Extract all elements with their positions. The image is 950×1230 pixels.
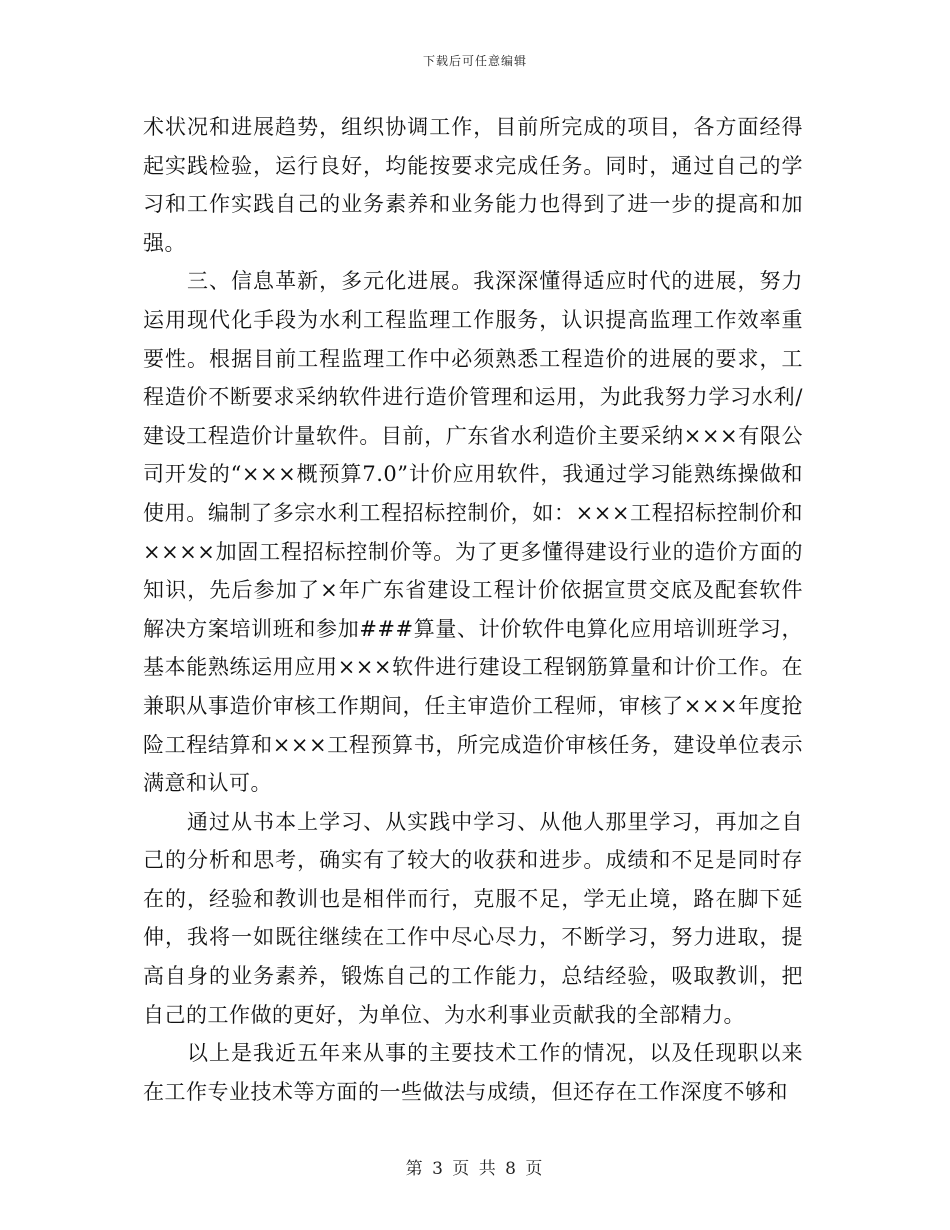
document-body (143, 108, 803, 1111)
paragraph-conclusion: 以上是我近五年来从事的主要技术工作的情况，以及任现职以来在工作专业技术等方面的一些做法与成绩，但还存在工作深度不够和 (143, 1041, 803, 1104)
page-number-footer: 第 3 页 共 8 页 (405, 1159, 545, 1179)
paragraph-learning-summary: 通过从书本上学习、从实践中学习、从他人那里学习，再加之自己的分析和思考，确实有了较大的收获和进步。成绩和不足是同时存在的，经验和教训也是相伴而行，克服不足，学无止境，路在脚下延伸，我将一如既往继续在工作中尽心尽力，不断学习，努力进取，提高自身的业务素养，锻炼自己的工作能力，总结经验，吸取教训，把自己的工作做的更好，为单位、为水利事业贡献我的全部精力。 (143, 809, 803, 1027)
page-header: 下载后可任意编辑 (422, 54, 527, 68)
paragraph-continuation: 术状况和进展趋势，组织协调工作，目前所完成的项目，各方面经得起实践检验，运行良好，均能按要求完成任务。同时，通过自己的学习和工作实践自己的业务素养和业务能力也得到了进一步的提高和加强。 (143, 115, 803, 255)
paragraph-section-three: 三、信息革新，多元化进展。我深深懂得适应时代的进展，努力运用现代化手段为水利工程监理工作服务，认识提高监理工作效率重要性。根据目前工程监理工作中必须熟悉工程造价的进展的要求，工程造价不断要求采纳软件进行造价管理和运用，为此我努力学习水利/建设工程造价计量软件。目前，广东省水利造价主要采纳×××有限公司开发的“×××概预算7.0”计价应用软件，我通过学习能熟练操做和使用。编制了多宗水利工程招标控制价，如：×××工程招标控制价和××××加固工程招标控制价等。为了更多懂得建设行业的造价方面的知识，先后参加了×年广东省建设工程计价依据宣贯交底及配套软件解决方案培训班和参加###算量、计价软件电算化应用培训班学习，基本能熟练运用应用×××软件进行建设工程钢筋算量和计价工作。在兼职从事造价审核工作期间，任主审造价工程师，审核了×××年度抢险工程结算和×××工程预算书，所完成造价审核任务，建设单位表示满意和认可。 (143, 269, 803, 796)
